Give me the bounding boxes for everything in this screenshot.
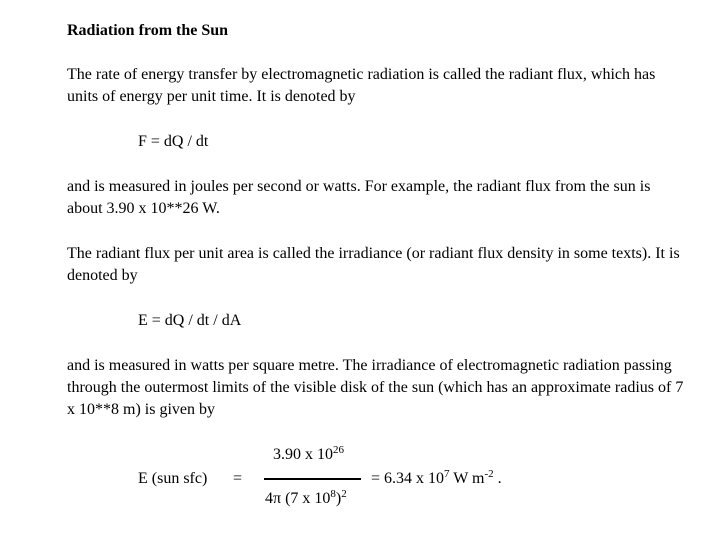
- paragraph-irradiance: The radiant flux per unit area is called the irradiance (or radiant flux density in some texts). It is denoted by: [67, 245, 680, 284]
- paragraph-radiant-flux: The rate of energy transfer by electromagnetic radiation is called the radiant flux, which has units of energy per unit time. It is denoted by: [67, 66, 656, 105]
- fraction-numerator: 3.90 x $10^{26}$: [273, 444, 344, 463]
- paragraph-irradiance-units: and is measured in watts per square metre. The irradiance of electromagnetic radiation passing through the outermost limits of the visible disk of the sun (which has an approximate radius of 7 x 10**8 m) is given by: [67, 357, 684, 418]
- paragraph-flux-units: and is measured in joules per second or watts. For example, the radiant flux from the sun is about 3.90 x 10**26 W.: [67, 178, 651, 217]
- section-title: Radiation from the Sun: [67, 22, 229, 39]
- equation-lhs: E (sun sfc): [138, 470, 208, 487]
- equation-irradiance: E = dQ / dt / dA: [138, 312, 242, 329]
- fraction-denominator: 4π (7 x $10^8)^2$: [265, 488, 347, 507]
- fraction-bar: [264, 478, 361, 480]
- document-body: [67, 20, 687, 514]
- equation-sun-surface-irradiance: [67, 444, 687, 514]
- equation-result: = 6.34 x $10^7$ W $m^{-2}$ .: [371, 468, 502, 487]
- equation-radiant-flux: F = dQ / dt: [138, 133, 209, 150]
- equals-sign: =: [233, 470, 243, 487]
